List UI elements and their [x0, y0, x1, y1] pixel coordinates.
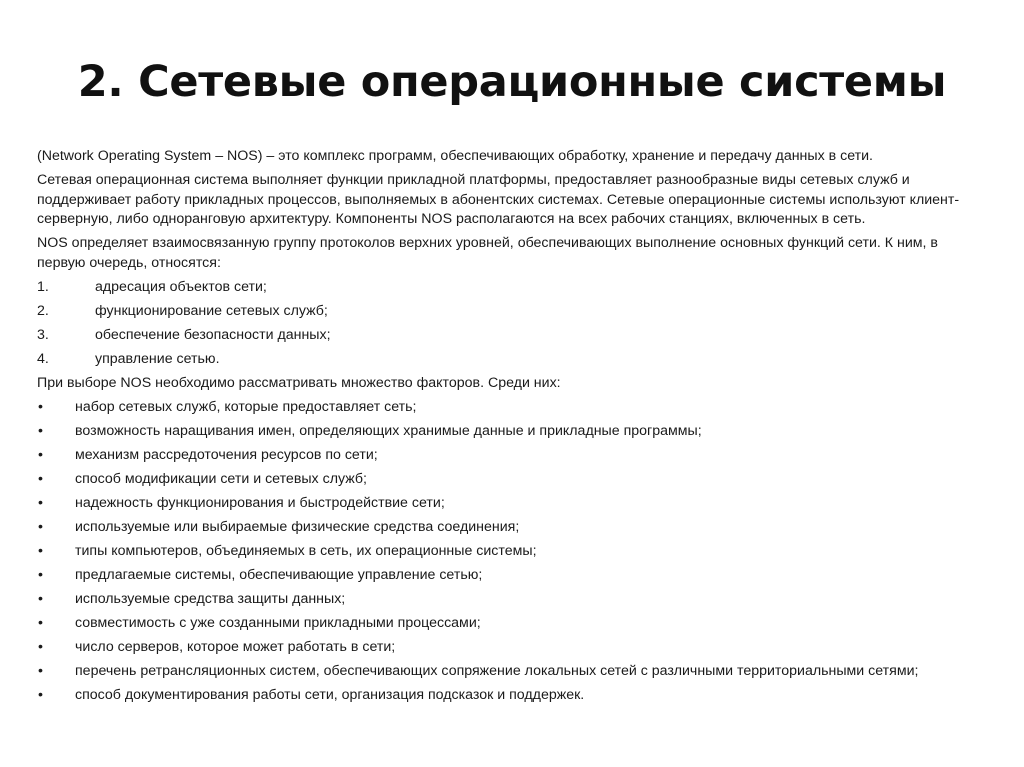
bullet-icon: • — [38, 614, 43, 631]
numbered-list-item — [37, 302, 987, 322]
list-number: 2. — [37, 302, 49, 319]
slide-title: 2. Сетевые операционные системы — [77, 57, 947, 107]
paragraph-protocols: NOS определяет взаимосвязанную группу протоколов верхних уровней, обеспечивающих выполнение основных функций сети. К ним, в первую очередь, относятся: — [37, 235, 938, 271]
bullet-list-item — [37, 422, 987, 442]
bullet-list-item — [37, 518, 987, 538]
paragraph-definition: (Network Operating System – NOS) – это комплекс программ, обеспечивающих обработку, хранение и передачу данных в сети. — [37, 148, 873, 164]
bullet-list-item — [37, 614, 987, 634]
numbered-list-item — [37, 278, 987, 298]
bullet-icon: • — [38, 494, 43, 511]
list-item-text: способ документирования работы сети, организация подсказок и поддержек. — [75, 686, 585, 703]
list-item-text: перечень ретрансляционных систем, обеспечивающих сопряжение локальных сетей с различными территориальными сетями; — [75, 662, 919, 679]
bullet-list-item — [37, 638, 987, 658]
bullet-list-item — [37, 494, 987, 514]
bullet-icon: • — [38, 590, 43, 607]
bullet-icon: • — [38, 422, 43, 439]
bullet-icon: • — [38, 446, 43, 463]
numbered-list-item — [37, 350, 987, 370]
list-item-text: возможность наращивания имен, определяющих хранимые данные и прикладные программы; — [75, 422, 702, 439]
list-item-text: используемые средства защиты данных; — [75, 590, 346, 607]
bullet-list-item — [37, 446, 987, 466]
list-item-text: типы компьютеров, объединяемых в сеть, их операционные системы; — [75, 542, 537, 559]
list-item-text: управление сетью. — [95, 350, 220, 367]
bullet-list-item — [37, 398, 987, 418]
bullet-list-item — [37, 470, 987, 490]
list-item-text: предлагаемые системы, обеспечивающие управление сетью; — [75, 566, 483, 583]
list-item-text: функционирование сетевых служб; — [95, 302, 328, 319]
list-number: 1. — [37, 278, 49, 295]
bullet-list-item — [37, 542, 987, 562]
bullet-list-item — [37, 566, 987, 586]
bullet-icon: • — [38, 662, 43, 679]
list-item-text: используемые или выбираемые физические средства соединения; — [75, 518, 520, 535]
paragraph-factors: При выборе NOS необходимо рассматривать множество факторов. Среди них: — [37, 374, 561, 391]
list-item-text: механизм рассредоточения ресурсов по сети; — [75, 446, 378, 463]
list-item-text: число серверов, которое может работать в сети; — [75, 638, 396, 655]
bullet-icon: • — [38, 686, 43, 703]
list-number: 3. — [37, 326, 49, 343]
bullet-icon: • — [38, 518, 43, 535]
list-number: 4. — [37, 350, 49, 367]
numbered-list — [37, 278, 987, 370]
list-item-text: надежность функционирования и быстродействие сети; — [75, 494, 445, 511]
list-item-text: обеспечение безопасности данных; — [95, 326, 331, 343]
paragraph-description: Сетевая операционная система выполняет функции прикладной платформы, предоставляет разнообразные виды сетевых служб и поддерживает работу прикладных процессов, выполняемых в абонентских системах. Сетевые операционные системы используют клиент-серверную, либо одноранговую архитектуру. Компоненты NOS располагаются на всех рабочих станциях, включенных в сеть. — [37, 172, 960, 227]
bullet-icon: • — [38, 470, 43, 487]
list-item-text: способ модификации сети и сетевых служб; — [75, 470, 367, 487]
bullet-icon: • — [38, 542, 43, 559]
bullet-list-item — [37, 686, 987, 706]
bullet-list-item — [37, 662, 987, 682]
numbered-list-item — [37, 326, 987, 346]
list-item-text: набор сетевых служб, которые предоставляет сеть; — [75, 398, 417, 415]
slide-body — [37, 147, 987, 710]
list-item-text: адресация объектов сети; — [95, 278, 267, 295]
bullet-icon: • — [38, 566, 43, 583]
bullet-icon: • — [38, 398, 43, 415]
list-item-text: совместимость с уже созданными прикладными процессами; — [75, 614, 481, 631]
bullet-icon: • — [38, 638, 43, 655]
bullet-list — [37, 398, 987, 706]
bullet-list-item — [37, 590, 987, 610]
